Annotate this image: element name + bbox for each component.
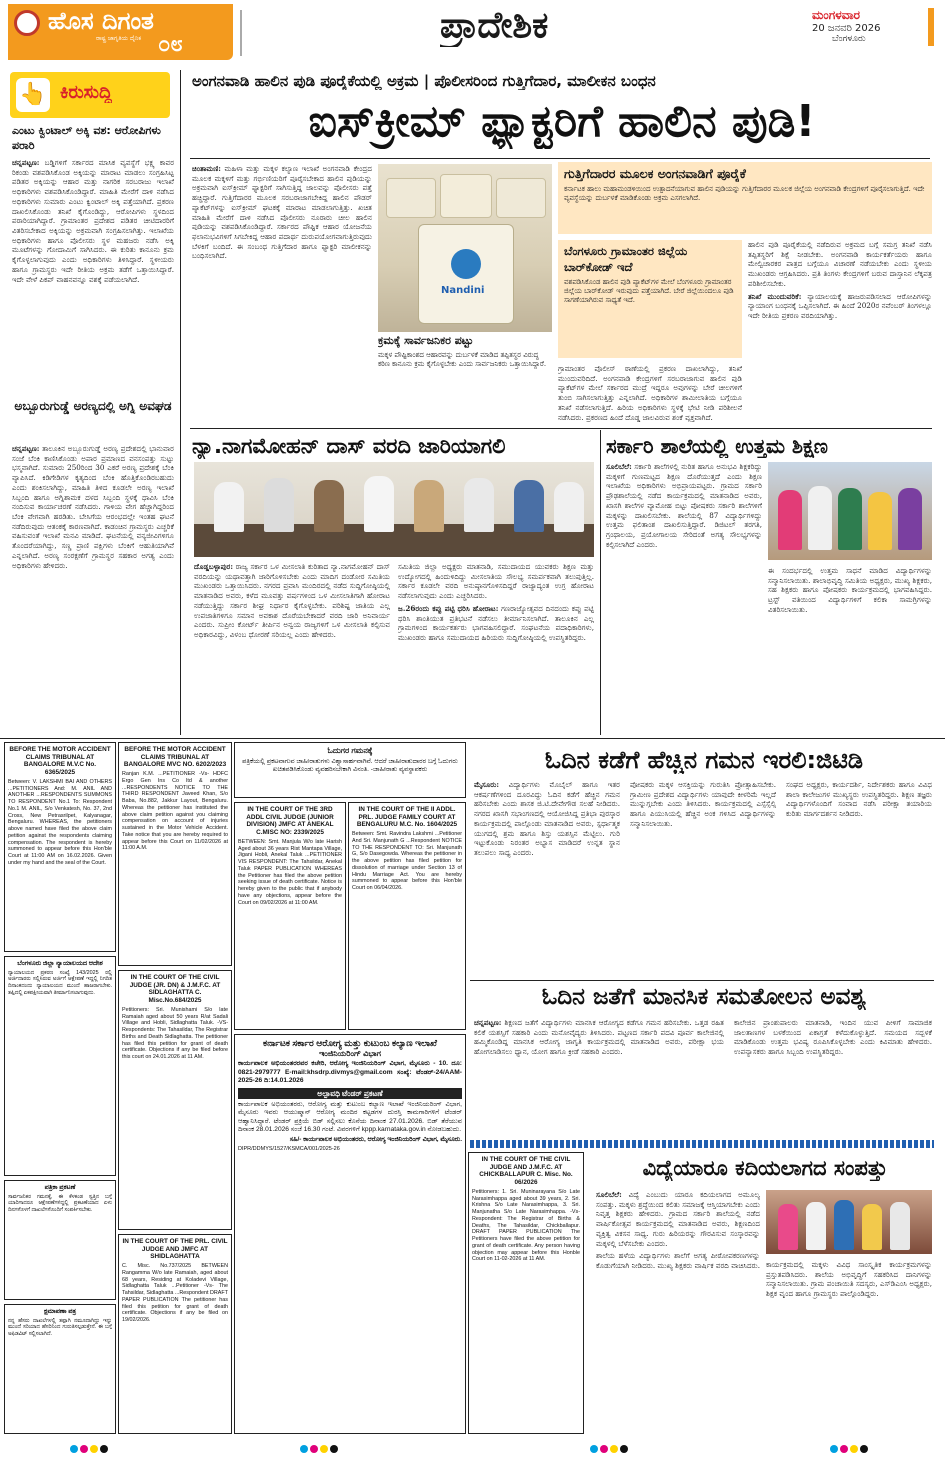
reading-body-1: ವಿದ್ಯಾರ್ಥಿಗಳು ಮೊಬೈಲ್ ಹಾಗೂ ಇತರ ಆಕರ್ಷಣೆಗಳಿಂದ ದೂರವಿದ್ದು ಓದಿನ ಕಡೆಗೆ ಹೆಚ್ಚಿನ ಗಮನ ಹರಿಸಬೇಕು ಎಂದು ಶಾಸಕ ಜಿ.ಟಿ.ದೇವೇಗೌಡ ಸಲಹೆ ನೀಡಿದರು. ನಗರದ ಖಾಸಗಿ ಸಭಾಂಗಣದಲ್ಲಿ ಆಯೋಜಿಸಿದ್ದ ಪ್ರತಿಭಾ ಪುರಸ್ಕಾರ ಕಾರ್ಯಕ್ರಮದಲ್ಲಿ ಪಾಲ್ಗೊಂಡು ಮಾತನಾಡಿದ ಅವರು, ಸ್ಪರ್ಧಾತ್ಮಕ ಯುಗದಲ್ಲಿ ಶ್ರಮ ಹಾಗೂ ಶಿಸ್ತು ಯಶಸ್ಸಿನ ಮೆಟ್ಟಿಲು. ಗುರಿ ಇಟ್ಟುಕೊಂಡು ನಿರಂತರ ಅಭ್ಯಾಸ ಮಾಡಿದರೆ ಉನ್ನತ ಸ್ಥಾನ ತಲುಪಲು ಸಾಧ್ಯ ಎಂದರು. xyxy=(474,780,620,858)
masthead-logo-block xyxy=(8,4,233,60)
milk-bag-main xyxy=(418,224,514,324)
mental-body-col2 xyxy=(734,1018,932,1136)
section-title: ಪ್ರಾದೇಶಿಕ xyxy=(440,4,549,46)
registration-marks-far-right xyxy=(830,1438,870,1457)
date-accent-bar xyxy=(928,8,934,46)
kiru-body-2 xyxy=(12,444,174,734)
masthead-divider xyxy=(240,10,242,56)
registration-marks-left xyxy=(70,1438,110,1457)
lead-body-2: ಗ್ರಾಮಾಂತರ ಪೊಲೀಸ್ ಠಾಣೆಯಲ್ಲಿ ಪ್ರಕರಣ ದಾಖಲಾಗಿದ್ದು, ತನಿಖೆ ಮುಂದುವರಿದಿದೆ. ಅಂಗನವಾಡಿ ಕೇಂದ್ರಗಳಿಗೆ ಸರಬರಾಜಾಗುವ ಹಾಲಿನ ಪುಡಿ ಪ್ಯಾಕೆಟ್‌ಗಳ ಮೇಲೆ ಸರ್ಕಾರದ ಮುದ್ರೆ ಇದ್ದರೂ ಅವುಗಳನ್ನು ಬೇರೆ ಚೀಲಗಳಿಗೆ ತುಂಬಿ ಸಾಗಿಸಲಾಗುತ್ತಿತ್ತು ಎನ್ನಲಾಗಿದೆ. ಅಧಿಕಾರಿಗಳ ಶಾಮೀಲಾತಿಯ ಬಗ್ಗೆಯೂ ತನಿಖೆ ನಡೆಸಲಾಗುತ್ತಿದೆ. ಹಿರಿಯ ಅಧಿಕಾರಿಗಳು ಸ್ಥಳಕ್ಕೆ ಭೇಟಿ ನೀಡಿ ಪರಿಶೀಲನೆ ನಡೆಸಿದರು. ಪ್ರಕರಣದ ಹಿಂದೆ ದೊಡ್ಡ ಜಾಲವಿರುವ ಶಂಕೆ ವ್ಯಕ್ತವಾಗಿದೆ. xyxy=(558,364,742,422)
date-block xyxy=(812,8,932,48)
mental-dateline: ಚನ್ನಪಟ್ಟಣ: xyxy=(474,1018,502,1027)
wealth-body-col2 xyxy=(766,1260,932,1434)
felicitation-photo xyxy=(766,1190,932,1254)
notice-kannada-1: ಬೆಂಗಳೂರು ಜಿಲ್ಲಾ ನ್ಯಾಯಾಲಯದ ಆದೇಶ ನ್ಯಾಯಾಲಯದ ಪ್ರಕರಣ ಸಂಖ್ಯೆ 143/2025 ರಲ್ಲಿ ಅರ್ಜಿದಾರರು ಸಲ್ಲಿಸಿರುವ ಅರ್ಜಿಗೆ ಆಕ್ಷೇಪಣೆ ಇದ್ದಲ್ಲಿ ನಿಗದಿತ ದಿನಾಂಕದಂದು ನ್ಯಾಯಾಲಯದ ಮುಂದೆ ಹಾಜರಾಗಬೇಕು. ತಪ್ಪಿದಲ್ಲಿ ಏಕಪಕ್ಷೀಯವಾಗಿ ತೀರ್ಮಾನಿಸಲಾಗುವುದು. xyxy=(4,956,116,1176)
notice-kannada-3: ಕ್ಷಮಾಪಣಾ ಪತ್ರ ನನ್ನ ಹೆಸರು ದಾಖಲೆಗಳಲ್ಲಿ ತಪ್ಪಾಗಿ ನಮೂದಾಗಿದ್ದು ಇನ್ನು ಮುಂದೆ ಸರಿಯಾದ ಹೆಸರಿನಿಂದ ಗುರುತಿಸಲ್ಪಡುತ್ತೇನೆ. ಈ ಬಗ್ಗೆ ಅಫಿಡವಿಟ್ ಸಲ್ಲಿಸಲಾಗಿದೆ. xyxy=(4,1304,116,1434)
wealth-headline: ವಿದ್ಯೆಯಾರೂ ಕದಿಯಲಾಗದ ಸಂಪತ್ತು xyxy=(642,1156,888,1180)
reading-body-3: ಸಂಘದ ಅಧ್ಯಕ್ಷರು, ಕಾರ್ಯದರ್ಶಿ, ನಿರ್ದೇಶಕರು ಹಾಗೂ ವಿವಿಧ ಶಾಲಾ ಕಾಲೇಜುಗಳ ಮುಖ್ಯಸ್ಥರು ಉಪಸ್ಥಿತರಿದ್ದರು. ಶಿಕ್ಷಣ ತಜ್ಞರು ವಿದ್ಯಾರ್ಥಿಗಳೊಂದಿಗೆ ಸಂವಾದ ನಡೆಸಿ ಪರೀಕ್ಷಾ ತಯಾರಿಯ ಕುರಿತು ಮಾರ್ಗದರ್ಶನ ನೀಡಿದರು. xyxy=(786,780,932,819)
notice-mvc-6365: BEFORE THE MOTOR ACCIDENT CLAIMS TRIBUNAL AT BANGALORE M.V.C No. 6365/2025 Between: V. LAKSHMI BAI AND OTHERS ...PETITIONERS And: M. ANIL AND ANOTHER ...RESPONDENTS SUMMONS TO RESPONDENT No.1 To: Respondent No.1 M. ANIL, S/o Venkatesh, No. 37, 2nd Cross, New Petrasrilpet, Kalyanagar, Bengaluru. WHEREAS, the petitioners above named have filed the above claim petition against the respondents claiming compensation. The respondent is hereby summoned to appear before this Hon'ble Court at 11:00 AM on 16.02.2026. Given under my hand and the seal of the Court. xyxy=(4,742,116,952)
lead-headline: ಐಸ್‌ಕ್ರೀಮ್ ಫ್ಯಾಕ್ಟರಿಗೆ ಹಾಲಿನ ಪುಡಿ! xyxy=(308,96,816,147)
school-body-col2 xyxy=(768,566,932,734)
kiru-body-1 xyxy=(12,158,174,384)
side-body-2: ವಶಪಡಿಸಿಕೊಂಡ ಹಾಲಿನ ಪುಡಿ ಪ್ಯಾಕೆಟ್‌ಗಳ ಮೇಲೆ ಬೆಂಗಳೂರು ಗ್ರಾಮಾಂತರ ಜಿಲ್ಲೆಯ ಬಾರ್‌ಕೋಡ್ ಇರುವುದು ಪತ್ತೆಯಾಗಿದೆ. ಬೇರೆ ಜಿಲ್ಲೆಯಿಂದಲೂ ಪುಡಿ ಸಾಗಣೆಯಾಗಿರುವ ಸಾಧ್ಯತೆ ಇದೆ. xyxy=(564,278,734,305)
nagamohan-body-1: ರಾಜ್ಯ ಸರ್ಕಾರ ಒಳ ಮೀಸಲಾತಿ ಕುರಿತಾದ ನ್ಯಾ.ನಾಗಮೋಹನ್ ದಾಸ್ ವರದಿಯನ್ನು ಯಥಾವತ್ತಾಗಿ ಜಾರಿಗೊಳಿಸಬೇಕು ಎಂದು ಮಾದಿಗ ದಂಡೋರ ಸಮಿತಿಯ ಮುಖಂಡರು ಒತ್ತಾಯಿಸಿದರು. ನಗರದ ಪ್ರವಾಸಿ ಮಂದಿರದಲ್ಲಿ ನಡೆದ ಸುದ್ದಿಗೋಷ್ಠಿಯಲ್ಲಿ ಮಾತನಾಡಿದ ಅವರು, ಕಳೆದ ಮೂವತ್ತು ವರ್ಷಗಳಿಂದ ಒಳ ಮೀಸಲಾತಿಗಾಗಿ ಹೋರಾಟ ನಡೆಯುತ್ತಿದ್ದು ಸರ್ಕಾರ ಶೀಘ್ರ ನಿರ್ಧಾರ ಕೈಗೊಳ್ಳಬೇಕು. ಪರಿಶಿಷ್ಟ ಜಾತಿಯ ಎಲ್ಲ ಉಪಜಾತಿಗಳಿಗೂ ಸಮಾನ ಅವಕಾಶ ದೊರೆಯಬೇಕಾದರೆ ವರದಿ ಜಾರಿ ಅನಿವಾರ್ಯ ಎಂದರು. ಸುಪ್ರೀಂ ಕೋರ್ಟ್ ತೀರ್ಪಿನ ಅನ್ವಯ ರಾಜ್ಯಗಳಿಗೆ ಒಳ ಮೀಸಲಾತಿ ಕಲ್ಪಿಸುವ ಅಧಿಕಾರವಿದ್ದು, ವಿಳಂಬ ಧೋರಣೆ ಸರಿಯಲ್ಲ ಎಂದು ಹೇಳಿದರು. xyxy=(194,562,390,640)
mental-body-1: ಶಿಕ್ಷಣದ ಜತೆಗೆ ವಿದ್ಯಾರ್ಥಿಗಳು ಮಾನಸಿಕ ಆರೋಗ್ಯದ ಕಡೆಗೂ ಗಮನ ಹರಿಸಬೇಕು. ಒತ್ತಡ ರಹಿತ ಕಲಿಕೆ ಯಶಸ್ಸಿಗೆ ಸಹಕಾರಿ ಎಂದು ಮನೋವೈದ್ಯರು ತಿಳಿಸಿದರು. ಪಟ್ಟಣದ ಸರ್ಕಾರಿ ಪದವಿ ಪೂರ್ವ ಕಾಲೇಜಿನಲ್ಲಿ ಹಮ್ಮಿಕೊಂಡಿದ್ದ ಮಾನಸಿಕ ಆರೋಗ್ಯ ಜಾಗೃತಿ ಕಾರ್ಯಕ್ರಮದಲ್ಲಿ ಮಾತನಾಡಿದ ಅವರು, ಪರೀಕ್ಷಾ ಭಯ ಹೋಗಲಾಡಿಸಲು ಧ್ಯಾನ, ಯೋಗ ಹಾಗೂ ಕ್ರೀಡೆ ಸಹಕಾರಿ ಎಂದರು. xyxy=(474,1018,724,1057)
logo-circle-icon xyxy=(14,10,40,36)
side-box-1 xyxy=(558,162,932,234)
notice-shidlaghatta-2: IN THE COURT OF THE PRL. CIVIL JUDGE AND JMFC AT SHIDLAGHATTA C. Misc. No.737/2025 BETWEEN Rangamma W/o late Ramaiah, aged about 68 years, Residing at Koladevi Village, Sidlaghatta Taluk ...Petitioner -Vs- The Tahsildar, Sidlaghatta ...Respondent DRAFT PAPER PUBLICATION The petitioner has filed this petition for grant of death certificate. Objections if any be filed on 19/02/2026. xyxy=(118,1234,232,1434)
reading-body-2: ಪೋಷಕರು ಮಕ್ಕಳ ಆಸಕ್ತಿಯನ್ನು ಗುರುತಿಸಿ ಪ್ರೋತ್ಸಾಹಿಸಬೇಕು. ಗ್ರಾಮೀಣ ಪ್ರದೇಶದ ವಿದ್ಯಾರ್ಥಿಗಳು ಯಾವುದೇ ಕೀಳರಿಮೆ ಇಲ್ಲದೆ ಮುನ್ನುಗ್ಗಬೇಕು ಎಂದು ತಿಳಿಸಿದರು. ಕಾರ್ಯಕ್ರಮದಲ್ಲಿ ಎಸ್ಸೆಸ್ಸೆಲ್ಸಿ ಹಾಗೂ ಪಿಯುಸಿಯಲ್ಲಿ ಹೆಚ್ಚಿನ ಅಂಕ ಗಳಿಸಿದ ವಿದ್ಯಾರ್ಥಿಗಳನ್ನು ಸನ್ಮಾನಿಸಲಾಯಿತು. xyxy=(630,780,776,828)
side-box-2 xyxy=(558,240,742,358)
nagamohan-headline: ನ್ಯಾ.ನಾಗಮೋಹನ್ ದಾಸ್ ವರದಿ ಜಾರಿಯಾಗಲಿ xyxy=(192,434,506,458)
lead-right-sub: ತನಿಖೆ ಮುಂದುವರಿಕೆ: xyxy=(748,291,802,301)
school-dateline: ಸೂಲಿಬೆಲೆ: xyxy=(606,462,632,471)
kiru-dateline-1: ಚನ್ನಪಟ್ಟಣ: xyxy=(12,158,40,167)
mental-body-2: ಕಾಲೇಜಿನ ಪ್ರಾಂಶುಪಾಲರು ಮಾತನಾಡಿ, ಇಂದಿನ ಯುವ ಪೀಳಿಗೆ ಸಾಮಾಜಿಕ ಜಾಲತಾಣಗಳ ಬಳಕೆಯಿಂದ ಏಕಾಗ್ರತೆ ಕಳೆದುಕೊಳ್ಳುತ್ತಿದೆ. ಸಮಯದ ಸದ್ಬಳಕೆ ಮಾಡಿಕೊಂಡು ಉತ್ತಮ ಭವಿಷ್ಯ ರೂಪಿಸಿಕೊಳ್ಳಬೇಕು ಎಂದು ಕಿವಿಮಾತು ಹೇಳಿದರು. ಉಪನ್ಯಾಸಕರು ಹಾಗೂ ಸಿಬ್ಬಂದಿ ಉಪಸ್ಥಿತರಿದ್ದರು. xyxy=(734,1018,932,1057)
issue-date: 20 ಜನವರಿ 2026 xyxy=(812,23,881,34)
milk-powder-photo xyxy=(378,164,552,332)
masthead xyxy=(0,0,945,62)
notice-sidlaghatta: IN THE COURT OF THE CIVIL JUDGE (JR. DN) & J.M.F.C. AT SIDLAGHATTA C. Misc.No.684/2025 Petitioners: Sri. Munishami S/o late Ramaiah aged about 50 years R/at Sadali Village and Hobli, Sidlaghatta Taluk. -VS- Respondents: The Tahasildar, The Registrar Births and Death Sidlaghatta. The petitioner has filed this petition for grant of death certificate. Objections if any be filed before this court on 24.01.2026 at 11 AM. xyxy=(118,970,232,1230)
wealth-body-2: ಕಾರ್ಯಕ್ರಮದಲ್ಲಿ ಮಕ್ಕಳು ವಿವಿಧ ಸಾಂಸ್ಕೃತಿಕ ಕಾರ್ಯಕ್ರಮಗಳನ್ನು ಪ್ರಸ್ತುತಪಡಿಸಿದರು. ಶಾಲೆಯ ಅಭಿವೃದ್ಧಿಗೆ ಸಹಕರಿಸಿದ ದಾನಿಗಳನ್ನು ಸನ್ಮಾನಿಸಲಾಯಿತು. ಗ್ರಾಮ ಪಂಚಾಯಿತಿ ಸದಸ್ಯರು, ಎಸ್‌ಡಿಎಂಸಿ ಅಧ್ಯಕ್ಷರು, ಶಿಕ್ಷಕ ವೃಂದ ಹಾಗೂ ಗ್ರಾಮಸ್ಥರು ಪಾಲ್ಗೊಂಡಿದ್ದರು. xyxy=(766,1260,932,1299)
nagamohan-body-col2 xyxy=(398,562,594,734)
registration-marks-right xyxy=(590,1438,630,1457)
school-body-1: ಸರ್ಕಾರಿ ಶಾಲೆಗಳಲ್ಲಿ ನುರಿತ ಹಾಗೂ ಅನುಭವಿ ಶಿಕ್ಷಕರಿದ್ದು ಮಕ್ಕಳಿಗೆ ಗುಣಮಟ್ಟದ ಶಿಕ್ಷಣ ದೊರೆಯುತ್ತದೆ ಎಂದು ಶಿಕ್ಷಣ ಇಲಾಖೆಯ ಅಧಿಕಾರಿಗಳು ಅಭಿಪ್ರಾಯಪಟ್ಟರು. ಗ್ರಾಮದ ಸರ್ಕಾರಿ ಪ್ರೌಢಶಾಲೆಯಲ್ಲಿ ನಡೆದ ಕಾರ್ಯಕ್ರಮದಲ್ಲಿ ಮಾತನಾಡಿದ ಅವರು, ಖಾಸಗಿ ಶಾಲೆಗಳ ವ್ಯಾಮೋಹ ಬಿಟ್ಟು ಪೋಷಕರು ಸರ್ಕಾರಿ ಶಾಲೆಗಳಿಗೆ ಮಕ್ಕಳನ್ನು ದಾಖಲಿಸಬೇಕು. ಶಾಲೆಯಲ್ಲಿ 87 ವಿದ್ಯಾರ್ಥಿಗಳಿದ್ದು ಉತ್ತಮ ಫಲಿತಾಂಶ ದಾಖಲಿಸುತ್ತಿದ್ದಾರೆ. ಡಿಜಿಟಲ್ ತರಗತಿ, ಗ್ರಂಥಾಲಯ, ಪ್ರಯೋಗಾಲಯ ಸೇರಿದಂತೆ ಅಗತ್ಯ ಸೌಲಭ್ಯಗಳನ್ನು ಕಲ್ಪಿಸಲಾಗಿದೆ ಎಂದರು. xyxy=(606,462,762,549)
kiru-label-block xyxy=(10,72,170,118)
bag-logo-icon xyxy=(451,249,481,279)
nagamohan-sub: ಜ.26ರಂದು ಕಪ್ಪು ಪಟ್ಟಿ ಧರಿಸಿ ಹೋರಾಟ: xyxy=(398,603,499,613)
lead-kicker: ಅಂಗನವಾಡಿ ಹಾಲಿನ ಪುಡಿ ಪೂರೈಕೆಯಲ್ಲಿ ಅಕ್ರಮ | ಪೊಲೀಸರಿಂದ ಗುತ್ತಿಗೆದಾರ, ಮಾಲೀಕನ ಬಂಧನ xyxy=(192,72,656,90)
wealth-dateline: ಸೂಲಿಬೆಲೆ: xyxy=(596,1190,622,1199)
school-body-col1 xyxy=(606,462,762,734)
press-meet-photo xyxy=(194,462,594,557)
nagamohan-body-col1 xyxy=(194,562,390,734)
lead-body-col1 xyxy=(192,164,372,422)
reading-headline: ಓದಿನ ಕಡೆಗೆ ಹೆಚ್ಚಿನ ಗಮನ ಇರಲಿ:ಜಿಟಿಡಿ xyxy=(544,746,864,774)
kiru-dateline-2: ಚನ್ನಪಟ್ಟಣ: xyxy=(12,444,40,453)
paper-tagline: ರಾಷ್ಟ್ರ ಜಾಗೃತಿಯ ದೈನಿಕ xyxy=(96,35,142,42)
kiru-headline-2: ಅಬ್ಬೂರುಗುಡ್ಡೆ ಅರಣ್ಯದಲ್ಲಿ ಅಗ್ನಿ ಅವಘಡ xyxy=(14,399,172,413)
side-headline-1: ಗುತ್ತಿಗೆದಾರರ ಮೂಲಕ ಅಂಗನವಾಡಿಗೆ ಪೂರೈಕೆ xyxy=(564,166,746,181)
reading-dateline: ಮೈಸೂರು: xyxy=(474,780,500,789)
thumbs-icon: 👆 xyxy=(16,78,50,112)
section-strip xyxy=(470,1140,934,1148)
notice-anekal: IN THE COURT OF THE 3RD ADDL CIVIL JUDGE (JUNIOR DIVISION) JMFC AT ANEKAL C.MISC NO: 2339/2025 BETWEEN: Smt. Manjula W/o late Harish Aged about 36 years Rist Mantapa Village, Jigani Hobli, Anekal Taluk ...PETITIONER VIS RESPONDENT: The Tahsildar, Anekal Taluk PAPER PUBLICATION WHEREAS the Petitioner has filed the above petition seeking issue of death certificate. Notice is hereby given to the public that if anybody have any objections, appear before the Court on 09/02/2026 at 11:00 AM. xyxy=(234,802,346,1030)
wealth-body-1: ವಿದ್ಯೆ ಎಂಬುದು ಯಾರೂ ಕದಿಯಲಾಗದ ಅಮೂಲ್ಯ ಸಂಪತ್ತು. ಮಕ್ಕಳು ಶ್ರದ್ಧೆಯಿಂದ ಕಲಿತು ಸಮಾಜಕ್ಕೆ ಆಸ್ತಿಯಾಗಬೇಕು ಎಂದು ನಿವೃತ್ತ ಶಿಕ್ಷಕರು ಹೇಳಿದರು. ಗ್ರಾಮದ ಸರ್ಕಾರಿ ಶಾಲೆಯಲ್ಲಿ ನಡೆದ ವಾರ್ಷಿಕೋತ್ಸವ ಕಾರ್ಯಕ್ರಮದಲ್ಲಿ ಮಾತನಾಡಿದ ಅವರು, ಶಿಕ್ಷಣದಿಂದ ವ್ಯಕ್ತಿತ್ವ ವಿಕಸನ ಸಾಧ್ಯ. ಗುರು ಹಿರಿಯರನ್ನು ಗೌರವಿಸುವ ಸಂಸ್ಕಾರವನ್ನು ಮಕ್ಕಳಲ್ಲಿ ಬೆಳೆಸಬೇಕು ಎಂದರು. xyxy=(596,1190,760,1248)
reading-body-col3 xyxy=(786,780,932,976)
notice-readers: ಓದುಗರ ಗಮನಕ್ಕೆ ಪತ್ರಿಕೆಯಲ್ಲಿ ಪ್ರಕಟವಾಗುವ ಜಾಹೀರಾತುಗಳು ವಿಶ್ವಾಸಾರ್ಹವಾಗಿವೆ. ಆದರೆ ಜಾಹೀರಾತುದಾರರ ಬಗ್ಗೆ ಓದುಗರು ಖಚಿತಪಡಿಸಿಕೊಂಡು ವ್ಯವಹರಿಸಬೇಕಾಗಿ ವಿನಂತಿ. -ಜಾಹೀರಾತು ವ್ಯವಸ್ಥಾಪಕರು xyxy=(234,742,466,798)
side-headline-2: ಬೆಂಗಳೂರು ಗ್ರಾಮಾಂತರ ಜಿಲ್ಲೆಯ ಬಾರ್‌ಕೋಡ್ ಇದೆ xyxy=(564,244,688,274)
edition-city: ಬೆಂಗಳೂರು xyxy=(832,34,866,44)
weekday: ಮಂಗಳವಾರ xyxy=(812,8,861,22)
notice-kannada-2: ಪತ್ರಿಕಾ ಪ್ರಕಟಣೆ ಸಾರ್ವಜನಿಕರ ಗಮನಕ್ಕೆ, ಈ ಕೆಳಕಂಡ ಸ್ವತ್ತಿನ ಬಗ್ಗೆ ಯಾರಿಗಾದರೂ ಆಕ್ಷೇಪಣೆಗಳಿದ್ದಲ್ಲಿ ಪ್ರಕಟಣೆಯಾದ ಏಳು ದಿನಗಳೊಳಗೆ ದಾಖಲೆಗಳೊಂದಿಗೆ ಸಂಪರ್ಕಿಸಬೇಕು. xyxy=(4,1180,116,1300)
notice-tender: ಕರ್ನಾಟಕ ಸರ್ಕಾರ ಆರೋಗ್ಯ ಮತ್ತು ಕುಟುಂಬ ಕಲ್ಯಾಣ ಇಲಾಖೆ ಇಂಜಿನಿಯರಿಂಗ್ ವಿಭಾಗ ಕಾರ್ಯಪಾಲಕ ಅಭಿಯಂತರರವರ ಕಚೇರಿ, ಆರೋಗ್ಯ ಇಂಜಿನಿಯರಿಂಗ್ ವಿಭಾಗ, ಮೈಸೂರು - 10. ದೂ: 0821-2979777 E-mail:khsdrp.divmys@gmail.com ಸಂಖ್ಯೆ: ಟೆಂಡರ್-24/AAM-2025-26 ದಿ:14.01.2026 ಅಲ್ಪಾವಧಿ ಟೆಂಡರ್ ಪ್ರಕಟಣೆ ಕಾರ್ಯಪಾಲಕ ಅಭಿಯಂತರರು, ಆರೋಗ್ಯ ಮತ್ತು ಕುಟುಂಬ ಕಲ್ಯಾಣ ಇಲಾಖೆ ಇಂಜಿನಿಯರಿಂಗ್ ವಿಭಾಗ, ಮೈಸೂರು ಇವರು ಆಯುಷ್ಮಾನ್ ಆರೋಗ್ಯ ಮಂದಿರ ಕಟ್ಟಡಗಳ ದುರಸ್ತಿ ಕಾಮಗಾರಿಗಳಿಗೆ ಟೆಂಡರ್ ಆಹ್ವಾನಿಸಿದ್ದಾರೆ. ಟೆಂಡರ್ ಪ್ರಕ್ರಿಯೆ ಬಿಡ್ ಸಲ್ಲಿಸಲು ಕೊನೆಯ ದಿನಾಂಕ 27.01.2026. ಬಿಡ್ ತೆರೆಯುವ ದಿನಾಂಕ 28.01.2026 ಸಂಜೆ 16.30 ಗಂಟೆ. ವಿವರಗಳಿಗೆ kppp.karnataka.gov.in ನೋಡಬಹುದು. ಸಹಿ/- ಕಾರ್ಯಪಾಲಕ ಅಭಿಯಂತರರು, ಆರೋಗ್ಯ ಇಂಜಿನಿಯರಿಂಗ್ ವಿಭಾಗ, ಮೈಸೂರು. DIPR/DDMYS/1527/KSMCA/001/2025-26 xyxy=(234,1034,466,1434)
school-headline: ಸರ್ಕಾರಿ ಶಾಲೆಯಲ್ಲಿ ಉತ್ತಮ ಶಿಕ್ಷಣ xyxy=(606,434,828,458)
nagamohan-dateline: ದೊಡ್ಡಬಳ್ಳಾಪುರ: xyxy=(194,562,233,571)
lead-body-1: ಮಹಿಳಾ ಮತ್ತು ಮಕ್ಕಳ ಕಲ್ಯಾಣ ಇಲಾಖೆ ಅಂಗನವಾಡಿ ಕೇಂದ್ರದ ಮೂಲಕ ಮಕ್ಕಳಿಗೆ ಮತ್ತು ಗರ್ಭಿಣಿಯರಿಗೆ ಪೂರೈಸಬೇಕಾದ ಹಾಲಿನ ಪುಡಿಯನ್ನು ಅಕ್ರಮವಾಗಿ ಐಸ್‌ಕ್ರೀಮ್ ಫ್ಯಾಕ್ಟರಿಗೆ ಸಾಗಿಸುತ್ತಿದ್ದ ಜಾಲವನ್ನು ಪೊಲೀಸರು ಪತ್ತೆ ಹಚ್ಚಿದ್ದಾರೆ. ಗುತ್ತಿಗೆದಾರರ ಮೂಲಕ ಸರಬರಾಜಾಗಬೇಕಿದ್ದ ಹಾಲಿನ ಪೌಡರ್ ಪ್ಯಾಕೆಟ್‌ಗಳನ್ನು ಐಸ್‌ಕ್ರೀಮ್ ಘಟಕಕ್ಕೆ ಮಾರಾಟ ಮಾಡಲಾಗುತ್ತಿತ್ತು. ಖಚಿತ ಮಾಹಿತಿ ಮೇರೆಗೆ ದಾಳಿ ನಡೆಸಿದ ಪೊಲೀಸರು ನೂರಾರು ಚೀಲ ಹಾಲಿನ ಪುಡಿಯನ್ನು ವಶಪಡಿಸಿಕೊಂಡಿದ್ದಾರೆ. ಸರ್ಕಾರದ ಪೌಷ್ಟಿಕ ಆಹಾರ ಯೋಜನೆಯ ಫಲಾನುಭವಿಗಳಿಗೆ ಸಿಗಬೇಕಿದ್ದ ಆಹಾರ ಪದಾರ್ಥ ದುರುಪಯೋಗವಾಗುತ್ತಿರುವುದು ಬೆಳಕಿಗೆ ಬಂದಿದೆ. ಈ ಸಂಬಂಧ ಗುತ್ತಿಗೆದಾರ ಹಾಗೂ ಫ್ಯಾಕ್ಟರಿ ಮಾಲೀಕನನ್ನು ಬಂಧಿಸಲಾಗಿದೆ. xyxy=(192,164,372,261)
lead-right-body-2: ನ್ಯಾಯಾಲಯಕ್ಕೆ ಹಾಜರುಪಡಿಸಲಾದ ಆರೋಪಿಗಳನ್ನು ನ್ಯಾಯಾಂಗ ಬಂಧನಕ್ಕೆ ಒಪ್ಪಿಸಲಾಗಿದೆ. ಈ ಹಿಂದೆ 2020ರ ನವೆಂಬರ್ ತಿಂಗಳಲ್ಲೂ ಇದೇ ರೀತಿಯ ಪ್ರಕರಣ ವರದಿಯಾಗಿತ್ತು. xyxy=(748,291,932,321)
lead-body-col3 xyxy=(558,364,742,422)
school-body-2: ಈ ಸಂದರ್ಭದಲ್ಲಿ ಉತ್ತಮ ಸಾಧನೆ ಮಾಡಿದ ವಿದ್ಯಾರ್ಥಿಗಳನ್ನು ಸನ್ಮಾನಿಸಲಾಯಿತು. ಶಾಲಾಭಿವೃದ್ಧಿ ಸಮಿತಿಯ ಅಧ್ಯಕ್ಷರು, ಮುಖ್ಯ ಶಿಕ್ಷಕರು, ಸಹ ಶಿಕ್ಷಕರು ಹಾಗೂ ಪೋಷಕರು ಕಾರ್ಯಕ್ರಮದಲ್ಲಿ ಭಾಗವಹಿಸಿದ್ದರು. ಟ್ರಸ್ಟ್ ವತಿಯಿಂದ ವಿದ್ಯಾರ್ಥಿಗಳಿಗೆ ಕಲಿಕಾ ಸಾಮಗ್ರಿಗಳನ್ನು ವಿತರಿಸಲಾಯಿತು. xyxy=(768,566,932,614)
reading-body-col2 xyxy=(630,780,776,976)
school-event-photo xyxy=(768,462,932,560)
notice-family-court: IN THE COURT OF THE II ADDL. PRL. JUDGE FAMILY COURT AT BENGALURU M.C. No. 1604/2025 Between: Smt. Ravindra Lakshmi ...Petitioner And Sri. Manjunath G ...Respondent NOTICE TO THE RESPONDENT TO: Sri. Manjunath G, S/o Dasegowda. Whereas the petitioner in the above petition has filed petition for dissolution of marriage under Section 13 of Hindu Marriage Act. You are hereby summoned to appear before this Hon'ble Court on 06/04/2026. xyxy=(348,802,466,1030)
page-number: ೦೮ xyxy=(158,32,183,57)
kiru-text-1: ಬಡ್ಡಿಗಳಿಗೆ ಸರ್ಕಾರದ ಮಾಸಿಕ ವ್ಯವಸ್ಥೆಗೆ ಭಕ್ಷ್ಯ ಕಾವರ ರಿಕಂಡು ವಶಪಡಿಸಿಕೊಂಡ ಅಕ್ಕಿಯನ್ನು ಮಾರಾಟ ಮಾಡಲು ಸಂಗ್ರಹಿಸಿಟ್ಟ ಪಡಿತರ ಅಕ್ಕಿಯನ್ನು ಆಹಾರ ಮತ್ತು ನಾಗರಿಕ ಸರಬರಾಜು ಇಲಾಖೆ ಅಧಿಕಾರಿಗಳು ವಶಪಡಿಸಿಕೊಂಡಿದ್ದಾರೆ. ಮಾಹಿತಿ ಮೇರೆಗೆ ದಾಳಿ ನಡೆಸಿದ ಅಧಿಕಾರಿಗಳು ಸುಮಾರು ಎಂಟು ಕ್ವಿಂಟಾಲ್ ಅಕ್ಕಿ ಪತ್ತೆಯಾಗಿದೆ. ಪ್ರಕರಣ ದಾಖಲಿಸಿಕೊಂಡು ತನಿಖೆ ಕೈಗೊಂಡಿದ್ದು, ಆರೋಪಿಗಳು ಸ್ಥಳದಿಂದ ಪರಾರಿಯಾಗಿದ್ದಾರೆ. ಗ್ರಾಮಾಂತರ ಪ್ರದೇಶದ ಪಡಿತರ ಚೀಟಿದಾರರಿಗೆ ವಿತರಿಸಬೇಕಾದ ಅಕ್ಕಿಯನ್ನು ಅಕ್ರಮವಾಗಿ ಸಂಗ್ರಹಿಸಲಾಗಿತ್ತು. ಇಲಾಖೆಯ ಅಧಿಕಾರಿಗಳು ಹಾಗೂ ಪೊಲೀಸರು ಸ್ಥಳ ಮಹಜರು ನಡೆಸಿ ಅಕ್ಕಿ ಮೂಟೆಗಳನ್ನು ಗೋದಾಮಿಗೆ ಸಾಗಿಸಿದರು. ಈ ಕುರಿತು ಕಾನೂನು ಕ್ರಮ ಕೈಗೊಳ್ಳಲಾಗುವುದು ಎಂದು ಅಧಿಕಾರಿಗಳು ತಿಳಿಸಿದ್ದಾರೆ. ಸ್ಥಳೀಯರು ಹಾಗೂ ಗ್ರಾಮಸ್ಥರು ಇದೇ ರೀತಿಯ ಅಕ್ರಮ ತಡೆಗೆ ಒತ್ತಾಯಿಸಿದ್ದಾರೆ. ಇದೇ ವೇಳೆ ಪಿಕಪ್ ವಾಹನವನ್ನೂ ವಶಕ್ಕೆ ಪಡೆಯಲಾಗಿದೆ. xyxy=(12,158,174,284)
nagamohan-body-3: ಗಣರಾಜ್ಯೋತ್ಸವದ ದಿನದಂದು ಕಪ್ಪು ಪಟ್ಟಿ ಧರಿಸಿ ಶಾಂತಿಯುತ ಪ್ರತಿಭಟನೆ ನಡೆಸಲು ತೀರ್ಮಾನಿಸಲಾಗಿದೆ. ತಾಲೂಕಿನ ಎಲ್ಲ ಗ್ರಾಮಗಳಿಂದ ಕಾರ್ಯಕರ್ತರು ಭಾಗವಹಿಸಲಿದ್ದಾರೆ. ಸಂಘಟನೆಯ ಪದಾಧಿಕಾರಿಗಳು, ಮುಖಂಡರು ಹಾಗೂ ಸಮುದಾಯದ ಹಿರಿಯರು ಸುದ್ದಿಗೋಷ್ಠಿಯಲ್ಲಿ ಉಪಸ್ಥಿತರಿದ್ದರು. xyxy=(398,603,594,643)
nagamohan-body-2: ಸಮಿತಿಯ ಜಿಲ್ಲಾ ಅಧ್ಯಕ್ಷರು ಮಾತನಾಡಿ, ಸಮುದಾಯದ ಯುವಕರು ಶಿಕ್ಷಣ ಮತ್ತು ಉದ್ಯೋಗದಲ್ಲಿ ಹಿಂದುಳಿದಿದ್ದು ಮೀಸಲಾತಿಯ ಸೌಲಭ್ಯ ಸಮರ್ಪಕವಾಗಿ ತಲುಪುತ್ತಿಲ್ಲ. ಸರ್ಕಾರ ಕೂಡಲೇ ವರದಿ ಅನುಷ್ಠಾನಗೊಳಿಸದಿದ್ದರೆ ರಾಜ್ಯಾದ್ಯಂತ ಉಗ್ರ ಹೋರಾಟ ನಡೆಸಲಾಗುವುದು ಎಂದು ಎಚ್ಚರಿಸಿದರು. xyxy=(398,562,594,601)
lead-body-col4 xyxy=(748,240,932,422)
bag-brand: Nandini xyxy=(441,285,485,296)
photo-caption-title: ಕ್ರಮಕ್ಕೆ ಸಾರ್ವಜನಿಕರ ಪಟ್ಟು xyxy=(378,334,474,347)
registration-marks-center xyxy=(300,1438,340,1457)
wealth-body-col1 xyxy=(596,1190,760,1434)
notice-chickballapur: IN THE COURT OF THE CIVIL JUDGE AND J.M.F.C. AT CHICKBALLAPUR C. Misc. No. 06/2026 Petitioners: 1. Sri. Muninarayana S/o Late Narasimhappa aged about 39 years, 2. Sri. Krishna S/o Late Narasimhappa, 3. Sri. Manjunatha S/o Late Narasimhappa. -Vs- Respondent: The Registrar of Births & Deaths, The Tahasildar, Chickballapur. DRAFT PAPER PUBLICATION The Petitioners have filed the above petition for grant of death certificate. Any person having objection may appear before this Honble Court on 11-02-2026 at 11 AM. xyxy=(468,1152,584,1434)
wealth-body-3: ಶಾಲೆಯ ಹಳೆಯ ವಿದ್ಯಾರ್ಥಿಗಳು ಶಾಲೆಗೆ ಅಗತ್ಯ ಪೀಠೋಪಕರಣಗಳನ್ನು ಕೊಡುಗೆಯಾಗಿ ನೀಡಿದರು. ಮುಖ್ಯ ಶಿಕ್ಷಕರು ವಾರ್ಷಿಕ ವರದಿ ವಾಚಿಸಿದರು. xyxy=(596,1251,760,1271)
lead-dateline: ಚಿಂತಾಮಣಿ: xyxy=(192,164,221,173)
mental-headline: ಓದಿನ ಜತೆಗೆ ಮಾನಸಿಕ ಸಮತೋಲನ ಅವಶ್ಯ xyxy=(541,984,867,1010)
kiru-text-2: ತಾಲೂಕಿನ ಅಬ್ಬೂರುಗುಡ್ಡೆ ಅರಣ್ಯ ಪ್ರದೇಶದಲ್ಲಿ ಭಾನುವಾರ ಸಂಜೆ ಬೆಂಕಿ ಕಾಣಿಸಿಕೊಂಡು ಅಪಾರ ಪ್ರಮಾಣದ ವನಸಂಪತ್ತು ಸುಟ್ಟು ಭಸ್ಮವಾಗಿದೆ. ಸುಮಾರು 250ರಿಂದ 30 ಎಕರೆ ಅರಣ್ಯ ಪ್ರದೇಶಕ್ಕೆ ಬೆಂಕಿ ವ್ಯಾಪಿಸಿದೆ. ಕಿಡಿಗೇಡಿಗಳ ಕೃತ್ಯದಿಂದ ಬೆಂಕಿ ಹೊತ್ತಿಕೊಂಡಿರಬಹುದು ಎಂದು ಶಂಕಿಸಲಾಗಿದ್ದು, ಮಾಹಿತಿ ತಿಳಿದ ಕೂಡಲೇ ಅರಣ್ಯ ಇಲಾಖೆ ಸಿಬ್ಬಂದಿ ಹಾಗೂ ಅಗ್ನಿಶಾಮಕ ದಳದ ಸಿಬ್ಬಂದಿ ಸ್ಥಳಕ್ಕೆ ಧಾವಿಸಿ ಬೆಂಕಿ ನಂದಿಸುವ ಕಾರ್ಯಾಚರಣೆ ನಡೆಸಿದರು. ಗಾಳಿಯ ವೇಗ ಹೆಚ್ಚಾಗಿದ್ದರಿಂದ ಬೆಂಕಿ ವೇಗವಾಗಿ ಹರಡಿತು. ಬೇಸಿಗೆಯ ಆರಂಭದಲ್ಲೇ ಇಂತಹ ಘಟನೆ ನಡೆದಿರುವುದು ಆತಂಕಕ್ಕೆ ಕಾರಣವಾಗಿದೆ. ಕಾಡಂಚಿನ ಗ್ರಾಮಸ್ಥರು ಎಚ್ಚರಿಕೆ ವಹಿಸುವಂತೆ ಇಲಾಖೆ ಮನವಿ ಮಾಡಿದೆ. ಘಟನೆಯಲ್ಲಿ ವನ್ಯಜೀವಿಗಳಿಗೂ ತೊಂದರೆಯಾಗಿದ್ದು, ಸಣ್ಣ ಪ್ರಾಣಿ ಪಕ್ಷಿಗಳು ಬೆಂಕಿಗೆ ಆಹುತಿಯಾಗಿವೆ ಎನ್ನಲಾಗಿದೆ. ಅರಣ್ಯ ಸಂರಕ್ಷಣೆಗೆ ಗ್ರಾಮಸ್ಥರ ಸಹಕಾರ ಅಗತ್ಯ ಎಂದು ಅಧಿಕಾರಿಗಳು ಹೇಳಿದರು. xyxy=(12,444,174,570)
kiru-label: ಕಿರುಸುದ್ದಿ xyxy=(60,82,113,103)
photo-caption-body: ಮಕ್ಕಳ ಪೌಷ್ಟಿಕಾಂಶದ ಆಹಾರವನ್ನು ದುರ್ಬಳಕೆ ಮಾಡಿದ ತಪ್ಪಿತಸ್ಥರ ವಿರುದ್ಧ ಕಠಿಣ ಕಾನೂನು ಕ್ರಮ ಕೈಗೊಳ್ಳಬೇಕು ಎಂದು ಸಾರ್ವಜನಿಕರು ಒತ್ತಾಯಿಸಿದ್ದಾರೆ. xyxy=(378,351,547,369)
side-body-1: ಕರ್ನಾಟಕ ಹಾಲು ಮಹಾಮಂಡಳಿಯಿಂದ ಉತ್ಪಾದನೆಯಾಗುವ ಹಾಲಿನ ಪುಡಿಯನ್ನು ಗುತ್ತಿಗೆದಾರರ ಮೂಲಕ ಜಿಲ್ಲೆಯ ಅಂಗನವಾಡಿ ಕೇಂದ್ರಗಳಿಗೆ ಪೂರೈಸಲಾಗುತ್ತಿದೆ. ಇದೇ ವ್ಯವಸ್ಥೆಯನ್ನು ದುರ್ಬಳಕೆ ಮಾಡಿಕೊಂಡು ಅಕ್ರಮ ಎಸಗಲಾಗಿದೆ. xyxy=(564,185,925,203)
notice-mvc-6202: BEFORE THE MOTOR ACCIDENT CLAIMS TRIBUNAL AT BANGALORE MVC NO. 6202/2023 Ranjan K.M. ...PETITIONER -Vs- HDFC Ergo Gen Ins Co ltd & another ...RESPONDENTS NOTICE TO THE THIRD RESPONDENT Javeed Khan, S/o Baba, No.882, Jakkur Layout, Bengaluru. Whereas the petitioner has instituted the above claim petition against you claiming compensation on account of injuries sustained in the Motor Vehicle Accident. Take notice that you are hereby required to appear before this Court on 11/02/2026 at 11:00 A.M. xyxy=(118,742,232,966)
mental-body-col1 xyxy=(474,1018,724,1136)
lead-right-body: ಹಾಲಿನ ಪುಡಿ ಪೂರೈಕೆಯಲ್ಲಿ ನಡೆದಿರುವ ಅಕ್ರಮದ ಬಗ್ಗೆ ಸಮಗ್ರ ತನಿಖೆ ನಡೆಸಿ ತಪ್ಪಿತಸ್ಥರಿಗೆ ಶಿಕ್ಷೆ ನೀಡಬೇಕು. ಅಂಗನವಾಡಿ ಕಾರ್ಯಕರ್ತೆಯರು ಹಾಗೂ ಮೇಲ್ವಿಚಾರಕರ ಪಾತ್ರದ ಬಗ್ಗೆಯೂ ವಿಚಾರಣೆ ನಡೆಯಬೇಕು ಎಂದು ಸ್ಥಳೀಯ ಮುಖಂಡರು ಆಗ್ರಹಿಸಿದರು. ಪ್ರತಿ ತಿಂಗಳು ಕೇಂದ್ರಗಳಿಗೆ ಬರುವ ದಾಸ್ತಾನಿನ ಲೆಕ್ಕಪತ್ರ ಪರಿಶೀಲಿಸಬೇಕು. xyxy=(748,240,932,288)
reading-body-col1 xyxy=(474,780,620,976)
kiru-headline-1: ಎಂಟು ಕ್ವಿಂಟಾಲ್ ಅಕ್ಕಿ ವಶ: ಆರೋಪಿಗಳು ಪರಾರಿ xyxy=(12,124,161,152)
paper-name: ಹೊಸ ದಿಗಂತ xyxy=(48,7,154,35)
photo-caption-box xyxy=(378,334,552,418)
